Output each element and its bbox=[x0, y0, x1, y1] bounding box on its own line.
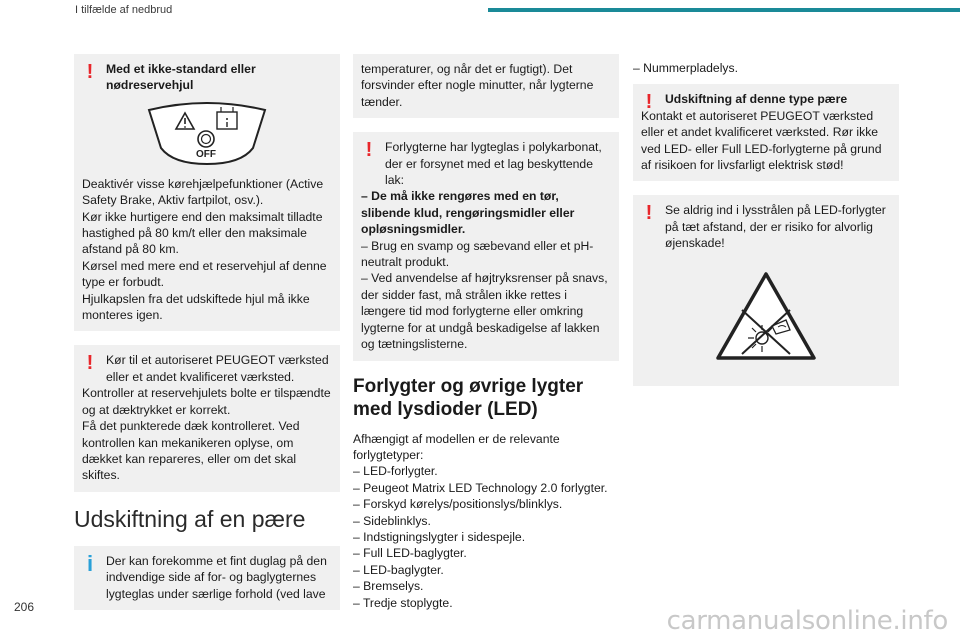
box-list-item-bold: – De må ikke rengøres med en tør, slibende klud, rengøringsmidler eller opløsningsmidler. bbox=[361, 189, 575, 237]
box-paragraph: Hjulkapslen fra det udskiftede hjul må ikke monteres igen. bbox=[82, 291, 310, 323]
section-heading-led-lights: Forlygter og øvrige lygter med lysdioder (LED) bbox=[353, 375, 584, 420]
box-paragraph: Forlygterne har lygteglas i polykarbonat, der er forsynet med et lag beskyttende lak: bbox=[385, 140, 602, 188]
spare-wheel-warning-panel-icon bbox=[82, 94, 332, 176]
list-item: – LED-forlygter. bbox=[353, 464, 438, 479]
warning-box-eye-damage bbox=[633, 195, 899, 385]
info-box-continued bbox=[353, 54, 619, 118]
box-paragraph: Der kan forekomme et fint duglag på den indvendige side af for- og baglygternes lygteglas under særlige forhold (ved lave bbox=[106, 553, 327, 601]
info-icon: i bbox=[86, 550, 94, 576]
warning-box-spare-wheel bbox=[74, 54, 340, 331]
box-paragraph: Få det punkterede dæk kontrolleret. Ved kontrollen kan mekanikeren oplyse, om dækket kan repareres, eller om det skal skiftes. bbox=[82, 419, 300, 483]
list-item: – LED-baglygter. bbox=[353, 562, 444, 577]
box-paragraph: Deaktivér visse kørehjælpefunktioner (Active Safety Brake, Aktiv fartpilot, osv.). bbox=[82, 176, 324, 208]
column-2 bbox=[353, 54, 619, 611]
page-number: 206 bbox=[14, 600, 35, 614]
info-box-condensation bbox=[74, 546, 340, 610]
list-item: – Peugeot Matrix LED Technology 2.0 forlygter. bbox=[353, 480, 608, 495]
led-types-text bbox=[353, 431, 619, 611]
column-1 bbox=[74, 54, 340, 624]
list-item: – Bremselys. bbox=[353, 579, 424, 594]
warning-exclamation-icon: ! bbox=[645, 202, 653, 225]
warning-box-workshop bbox=[74, 345, 340, 491]
box-paragraph: temperaturer, og når det er fugtigt). Det forsvinder efter nogle minutter, når lygterne tænder. bbox=[361, 62, 594, 109]
box-paragraph: Kør til et autoriseret PEUGEOT værksted eller et andet kvalificeret værksted. bbox=[106, 353, 329, 384]
header-accent-bar bbox=[488, 8, 960, 12]
warning-box-polycarbonate bbox=[353, 132, 619, 360]
list-item: – Sideblinklys. bbox=[353, 513, 431, 528]
box-paragraph: Kørsel med mere end et reservehjul af denne type er forbudt. bbox=[82, 258, 327, 290]
box-paragraph: Kontakt et autoriseret PEUGEOT værksted eller et andet kvalificeret værksted. Rør ikke ved LED- eller Full LED-forlygterne på grund af risikoen for livsfarligt elektrisk stød! bbox=[641, 108, 882, 173]
box-list-item: – Ved anvendelse af højtryksrenser på snavs, der sidder fast, må strålen ikke rettes i længere tid mod forlygterne eller omkring lygterne for at undgå beskadigelse af lakken og tætningslisterne. bbox=[361, 271, 608, 352]
box-title: Med et ikke-standard eller nødreservehjul bbox=[106, 62, 256, 93]
section-heading-bulb-replacement: Udskiftning af en pære bbox=[74, 505, 306, 532]
watermark-text: carmanualsonline.info bbox=[666, 606, 948, 636]
list-item: – Full LED-baglygter. bbox=[353, 546, 467, 561]
running-header: I tilfælde af nedbrud bbox=[75, 4, 173, 16]
box-paragraph: Se aldrig ind i lysstrålen på LED-forlygter på tæt afstand, der er risiko for alvorlig øjenskade! bbox=[665, 203, 886, 251]
list-item: – Nummerpladelys. bbox=[633, 61, 738, 75]
warning-exclamation-icon: ! bbox=[86, 352, 94, 375]
list-item: – Indstigningslygter i sidespejle. bbox=[353, 529, 526, 544]
warning-exclamation-icon: ! bbox=[86, 61, 94, 83]
box-paragraph: Kontroller at reservehjulets bolte er tilspændte og at dæktrykket er korrekt. bbox=[82, 386, 331, 417]
column-3 bbox=[633, 54, 899, 400]
box-list-item: – Brug en svamp og sæbevand eller et pH-neutralt produkt. bbox=[361, 238, 594, 270]
icon-off-label: OFF bbox=[196, 148, 216, 160]
box-title: Udskiftning af denne type pære bbox=[665, 92, 848, 107]
list-continued bbox=[633, 60, 899, 76]
warning-exclamation-icon: ! bbox=[365, 139, 373, 162]
paragraph: Afhængigt af modellen er de relevante forlygtetyper: bbox=[353, 431, 560, 462]
list-item: – Tredje stoplygte. bbox=[353, 595, 453, 610]
warning-box-bulb-type bbox=[633, 84, 899, 181]
do-not-look-into-led-warning-icon bbox=[641, 252, 891, 372]
warning-exclamation-icon: ! bbox=[645, 91, 653, 114]
list-item: – Forskyd kørelys/positionslys/blinklys. bbox=[353, 497, 563, 512]
box-paragraph: Kør ikke hurtigere end den maksimalt tilladte hastighed på 80 km/t eller den maksimale afstand på 80 km. bbox=[82, 209, 323, 257]
